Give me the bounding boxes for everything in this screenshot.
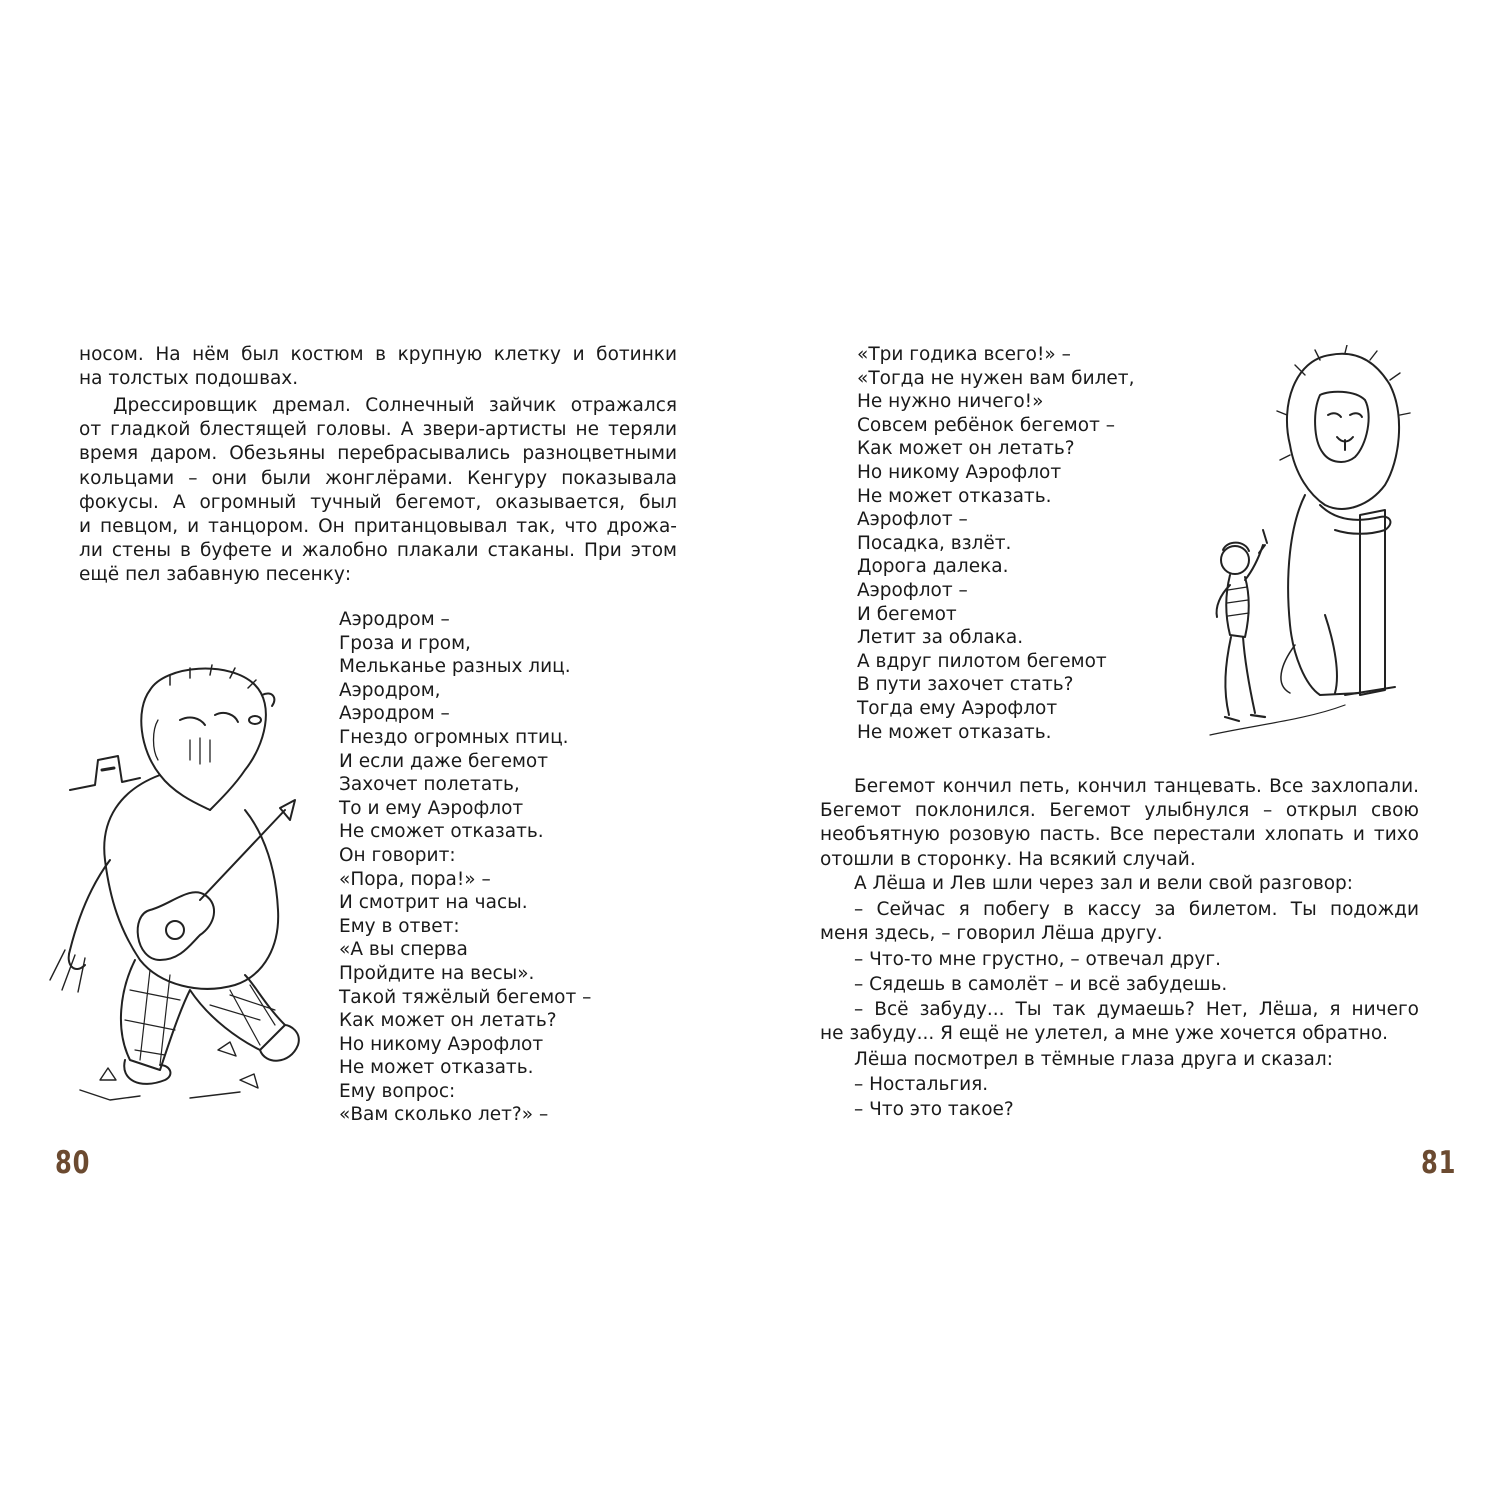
verse-line: Аэродром – bbox=[339, 609, 450, 630]
text-line: – Сейчас я побегу в кассу за билетом. Ты подожди bbox=[854, 899, 1419, 920]
verse-line: Захочет полетать, bbox=[339, 774, 520, 796]
guitar bbox=[138, 892, 214, 960]
pedestal bbox=[1360, 510, 1385, 695]
verse-line: И смотрит на часы. bbox=[339, 892, 528, 914]
right-paragraph-2 bbox=[820, 872, 1419, 896]
text-line: фокусы. А огромный тучный бегемот, оказывается, был bbox=[79, 491, 677, 513]
verse-line: Такой тяжёлый бегемот – bbox=[339, 986, 592, 1008]
verse-line: Как может он летать? bbox=[857, 438, 1075, 460]
text-line: Бегемот поклонился. Бегемот улыбнулся – открыл свою bbox=[820, 800, 1419, 822]
verse-line: Но никому Аэрофлот bbox=[339, 1033, 544, 1055]
verse-line: «Пора, пора!» – bbox=[339, 868, 491, 890]
verse-line: Посадка, взлёт. bbox=[857, 532, 1012, 554]
verse-line: «Вам сколько лет?» – bbox=[339, 1104, 549, 1126]
text-line: – Сядешь в самолёт – и всё забудешь. bbox=[854, 974, 1228, 995]
verse-line: Гроза и гром, bbox=[339, 632, 471, 654]
verse-line: Гнездо огромных птиц. bbox=[339, 726, 569, 748]
lion-face bbox=[1315, 392, 1369, 462]
boy-head bbox=[1221, 546, 1249, 574]
text-line: время даром. Обезьяны перебрасывались разноцветными bbox=[79, 443, 677, 465]
lion-mane bbox=[1287, 354, 1399, 509]
verse-line: Не нужно ничего!» bbox=[857, 391, 1044, 413]
dialogue-2 bbox=[820, 948, 1419, 972]
text-line: ещё пел забавную песенку: bbox=[79, 564, 352, 586]
text-line: необъятную розовую пасть. Все перестали хлопать и тихо bbox=[820, 824, 1419, 846]
verse-line: Но никому Аэрофлот bbox=[857, 461, 1062, 483]
dialogue-4 bbox=[820, 998, 1419, 1046]
text-line: меня здесь, – говорил Лёша другу. bbox=[820, 923, 1163, 945]
dialogue-5 bbox=[820, 1073, 1419, 1097]
top-hat bbox=[70, 756, 140, 790]
verse-line: Не может отказать. bbox=[339, 1057, 534, 1079]
verse-line: Ему в ответ: bbox=[339, 915, 460, 937]
verse-line: Пройдите на весы». bbox=[339, 962, 535, 984]
right-page bbox=[750, 0, 1500, 1500]
verse-line: Не может отказать. bbox=[857, 485, 1052, 507]
right-paragraph-1 bbox=[820, 775, 1419, 872]
text-line: Лёша посмотрел в тёмные глаза друга и сказал: bbox=[854, 1049, 1333, 1070]
left-paragraph-1 bbox=[79, 343, 677, 391]
text-line: Дрессировщик дремал. Солнечный зайчик отражался bbox=[113, 395, 677, 416]
verse-line: А вдруг пилотом бегемот bbox=[857, 650, 1107, 672]
verse-line: «Тогда не нужен вам билет, bbox=[857, 367, 1135, 389]
right-song-verse bbox=[857, 343, 1134, 744]
dialogue-6 bbox=[820, 1098, 1419, 1122]
text-line: не забуду... Я ещё не улетел, а мне уже хочется обратно. bbox=[820, 1023, 1389, 1045]
hippo-eye bbox=[249, 716, 261, 724]
lion-and-boy-illustration bbox=[1195, 345, 1465, 745]
verse-line: Как может он летать? bbox=[339, 1010, 557, 1032]
text-line: – Что это такое? bbox=[854, 1099, 1014, 1120]
hippo-body bbox=[104, 775, 278, 989]
verse-line: Не сможет отказать. bbox=[339, 821, 544, 843]
verse-line: Аэрофлот – bbox=[857, 579, 968, 601]
text-line: А Лёша и Лев шли через зал и вели свой разговор: bbox=[854, 873, 1354, 894]
verse-line: Тогда ему Аэрофлот bbox=[857, 697, 1058, 719]
page-number-right: 81 bbox=[1421, 1145, 1457, 1181]
page-number-left: 80 bbox=[55, 1145, 91, 1181]
text-line: отошли в сторонку. На всякий случай. bbox=[820, 848, 1196, 870]
verse-line: Дорога далека. bbox=[857, 556, 1009, 578]
verse-line: В пути захочет стать? bbox=[857, 674, 1074, 696]
verse-line: «Три годика всего!» – bbox=[857, 344, 1071, 365]
dialogue-1 bbox=[820, 898, 1419, 946]
verse-line: Ему вопрос: bbox=[339, 1080, 456, 1102]
text-line: от гладкой блестящей головы. А звери-артисты не теряли bbox=[79, 419, 677, 441]
verse-line: Летит за облака. bbox=[857, 627, 1024, 649]
text-line: кольцами – они были жонглёрами. Кенгуру показывала bbox=[79, 467, 677, 489]
verse-line: То и ему Аэрофлот bbox=[339, 797, 524, 819]
hippo-head bbox=[150, 669, 266, 810]
text-line: Бегемот кончил петь, кончил танцевать. Все захлопали. bbox=[854, 776, 1419, 797]
verse-line: «А вы сперва bbox=[339, 939, 468, 961]
text-line: ли стены в буфете и жалобно плакали стаканы. При этом bbox=[79, 540, 677, 562]
verse-line: И бегемот bbox=[857, 603, 957, 625]
text-line: на толстых подошвах. bbox=[79, 368, 299, 390]
verse-line: Он говорит: bbox=[339, 844, 456, 866]
left-song-verse bbox=[339, 608, 591, 1127]
text-line: – Что-то мне грустно, – отвечал друг. bbox=[854, 949, 1221, 970]
text-line: – Всё забуду... Ты так думаешь? Нет, Лёша, я ничего bbox=[854, 999, 1419, 1020]
verse-line: Не может отказать. bbox=[857, 721, 1052, 743]
hippo-illustration bbox=[40, 660, 310, 1120]
dialogue-3 bbox=[820, 973, 1419, 997]
verse-line: Аэрофлот – bbox=[857, 509, 968, 531]
verse-line: Мельканье разных лиц. bbox=[339, 656, 571, 678]
verse-line: Совсем ребёнок бегемот – bbox=[857, 414, 1115, 436]
lion-body bbox=[1288, 495, 1360, 695]
text-line: носом. На нём был костюм в крупную клетку и ботинки bbox=[79, 344, 677, 365]
right-paragraph-3 bbox=[820, 1048, 1419, 1072]
verse-line: И если даже бегемот bbox=[339, 750, 549, 772]
text-line: и певцом, и танцором. Он пританцовывал так, что дрожа- bbox=[79, 516, 677, 538]
verse-line: Аэродром – bbox=[339, 703, 450, 725]
verse-line: Аэродром, bbox=[339, 679, 441, 701]
text-line: – Ностальгия. bbox=[854, 1074, 989, 1095]
left-paragraph-2 bbox=[79, 394, 677, 588]
